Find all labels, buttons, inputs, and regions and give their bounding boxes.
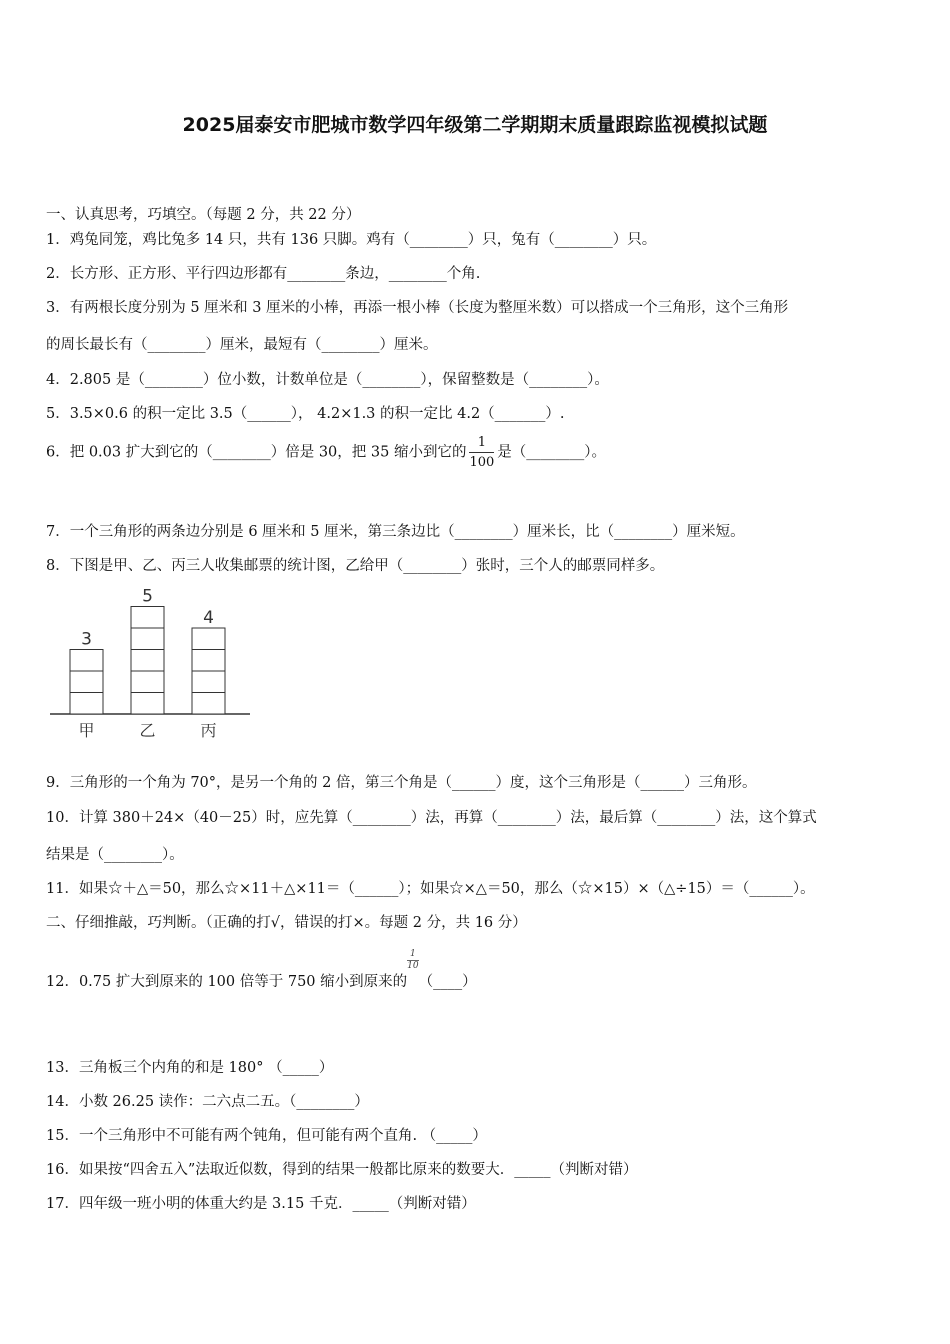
fraction-denominator: 100 — [469, 455, 495, 470]
question-16: 16．如果按“四舍五入”法取近似数，得到的结果一般都比原来的数要大．_____（判断对错） — [46, 1162, 638, 1178]
question-1: 1．鸡兔同笼，鸡比兔多 14 只，共有 136 只脚。鸡有（________）只，兔有（________）只。 — [46, 232, 657, 248]
question-14: 14．小数 26.25 读作：二六点二五。（________） — [46, 1094, 369, 1110]
question-12 — [46, 949, 477, 991]
question-12-tail: （____） — [418, 974, 477, 990]
bar-cell-3 — [192, 628, 225, 650]
question-17: 17．四年级一班小明的体重大约是 3.15 千克．_____（判断对错） — [46, 1196, 476, 1212]
question-6 — [46, 436, 606, 469]
section-1-heading: 一、认真思考，巧填空。（每题 2 分，共 22 分） — [46, 207, 361, 223]
question-3-line-2: 的周长最长有（________）厘米，最短有（________）厘米。 — [46, 337, 438, 353]
category-label: 乙 — [139, 721, 156, 740]
question-13: 13．三角板三个内角的和是 180° （_____） — [46, 1060, 334, 1076]
bar-cell-2 — [131, 693, 164, 715]
stamp-bar-chart — [46, 584, 256, 744]
category-label: 甲 — [78, 721, 95, 740]
question-10-line-1: 10．计算 380＋24×（40－25）时，应先算（________）法，再算（________）法，最后算（________）法，这个算式 — [46, 810, 817, 826]
bar-cell-2 — [131, 650, 164, 672]
question-7: 7．一个三角形的两条边分别是 6 厘米和 5 厘米，第三条边比（________）厘米长，比（________）厘米短。 — [46, 524, 745, 540]
question-15: 15．一个三角形中不可能有两个钝角，但可能有两个直角. （_____） — [46, 1128, 487, 1144]
bar-cell-1 — [70, 671, 103, 693]
section-2-heading: 二、仔细推敲，巧判断。（正确的打√，错误的打×。每题 2 分，共 16 分） — [46, 915, 527, 931]
question-6-text: 6．把 0.03 扩大到它的（________）倍是 30，把 35 缩小到它的 — [46, 444, 467, 461]
question-3-line-1: 3．有两根长度分别为 5 厘米和 3 厘米的小棒，再添一根小棒（长度为整厘米数）可以搭成一个三角形，这个三角形 — [46, 300, 789, 316]
question-9: 9．三角形的一个角为 70°，是另一个角的 2 倍，第三个角是（______）度，这个三角形是（______）三角形。 — [46, 775, 757, 791]
fraction-numerator: 1 — [407, 950, 418, 961]
bar-cell-1 — [70, 650, 103, 672]
question-4: 4．2.805 是（________）位小数，计数单位是（________），保留整数是（________）。 — [46, 372, 609, 388]
question-2: 2．长方形、正方形、平行四边形都有________条边，________个角. — [46, 266, 481, 282]
bar-value-label: 4 — [203, 608, 214, 628]
fraction-denominator: 10 — [407, 961, 419, 971]
question-8: 8．下图是甲、乙、丙三人收集邮票的统计图，乙给甲（________）张时，三个人的邮票同样多。 — [46, 558, 665, 574]
question-5: 5．3.5×0.6 的积一定比 3.5（______）， 4.2×1.3 的积一定比 4.2（_______）. — [46, 406, 565, 422]
bar-cell-3 — [192, 671, 225, 693]
question-11: 11．如果☆＋△＝50，那么☆×11＋△×11＝（______）；如果☆×△＝50，那么（☆×15）×（△÷15）＝（______）。 — [46, 881, 815, 897]
fraction-1-100 — [469, 436, 494, 469]
bar-cell-2 — [131, 607, 164, 629]
question-12-text: 12．0.75 扩大到原来的 100 倍等于 750 缩小到原来的 — [46, 974, 408, 990]
bar-cell-1 — [70, 693, 103, 715]
bar-cell-3 — [192, 650, 225, 672]
category-label: 丙 — [200, 721, 217, 740]
bar-value-label: 3 — [81, 629, 92, 650]
bar-cell-2 — [131, 628, 164, 650]
question-10-line-2: 结果是（________）。 — [46, 847, 184, 863]
page-title: 2025届泰安市肥城市数学四年级第二学期期末质量跟踪监视模拟试题 — [182, 114, 768, 136]
fraction-numerator: 1 — [469, 436, 494, 453]
bar-value-label: 5 — [142, 586, 153, 607]
question-6-tail: 是（________）。 — [497, 444, 607, 461]
fraction-1-10 — [407, 950, 418, 971]
bar-cell-2 — [131, 671, 164, 693]
bar-cell-3 — [192, 693, 225, 715]
